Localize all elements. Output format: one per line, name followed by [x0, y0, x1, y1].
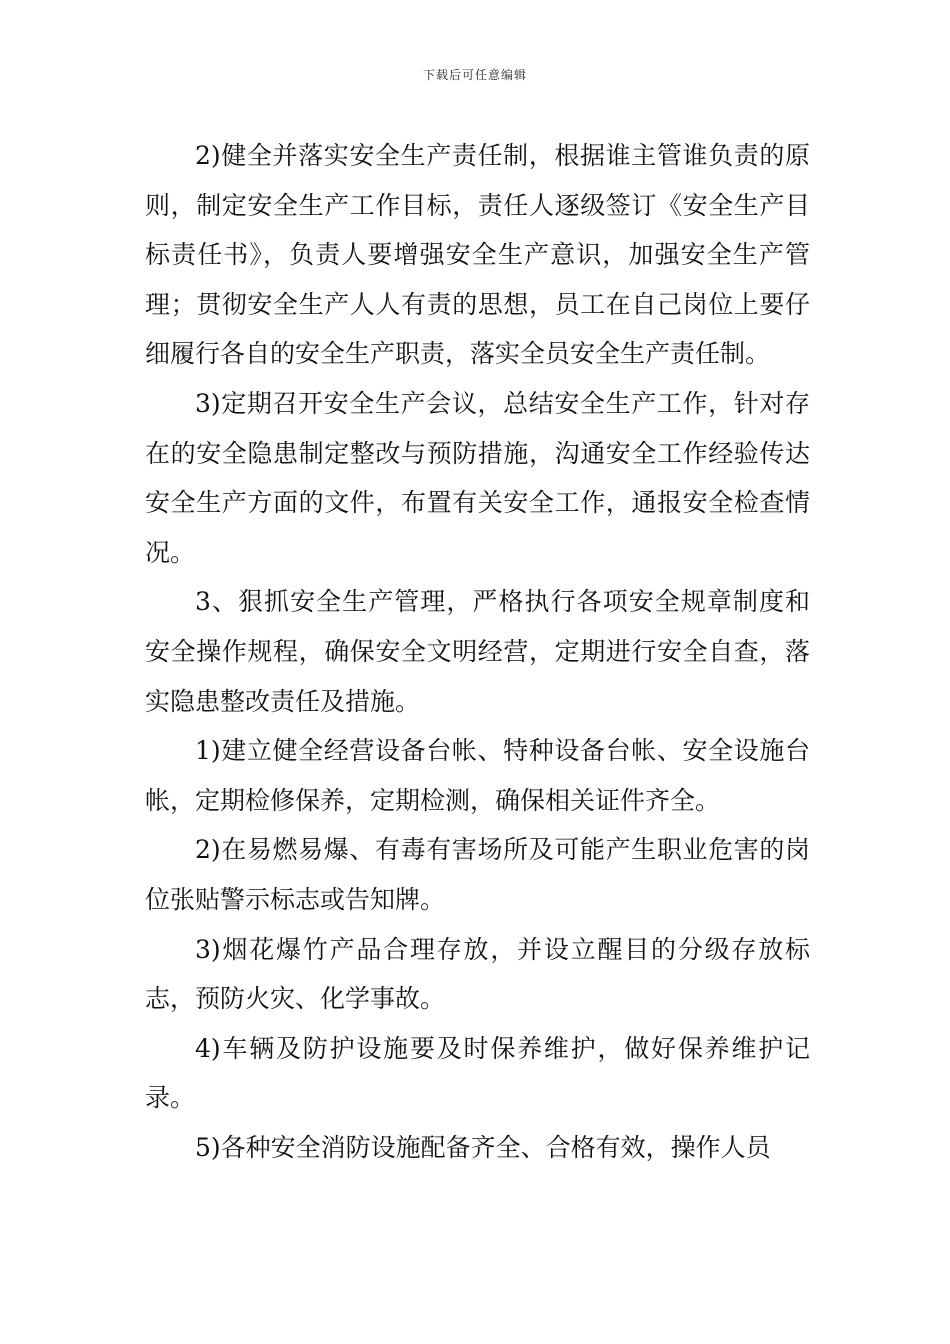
paragraph: 4)车辆及防护设施要及时保养维护，做好保养维护记录。 [145, 1033, 810, 1113]
paragraph: 1)建立健全经营设备台帐、特种设备台帐、安全设施台帐，定期检修保养，定期检测，确保相关证件齐全。 [145, 736, 810, 815]
paragraph: 3)定期召开安全生产会议，总结安全生产工作，针对存在的安全隐患制定整改与预防措施，沟通安全工作经验传达安全生产方面的文件，布置有关安全工作，通报安全检查情况。 [145, 388, 810, 567]
page-header: 下载后可任意编辑 [422, 68, 527, 82]
paragraph: 5)各种安全消防设施配备齐全、合格有效，操作人员 [195, 1132, 771, 1162]
paragraph: 2)在易燃易爆、有毒有害场所及可能产生职业危害的岗位张贴警示标志或告知牌。 [145, 835, 810, 914]
paragraph: 2)健全并落实安全生产责任制，根据谁主管谁负责的原则，制定安全生产工作目标，责任人逐级签订《安全生产目标责任书》，负责人要增强安全生产意识，加强安全生产管理；贯彻安全生产人人有责的思想，员工在自己岗位上要仔细履行各自的安全生产职责，落实全员安全生产责任制。 [145, 141, 810, 369]
paragraph: 3)烟花爆竹产品合理存放，并设立醒目的分级存放标志，预防火灾、化学事故。 [145, 934, 810, 1014]
paragraph: 3、狠抓安全生产管理，严格执行各项安全规章制度和安全操作规程，确保安全文明经营，定期进行安全自查，落实隐患整改责任及措施。 [145, 587, 810, 716]
document-body [145, 131, 810, 1172]
